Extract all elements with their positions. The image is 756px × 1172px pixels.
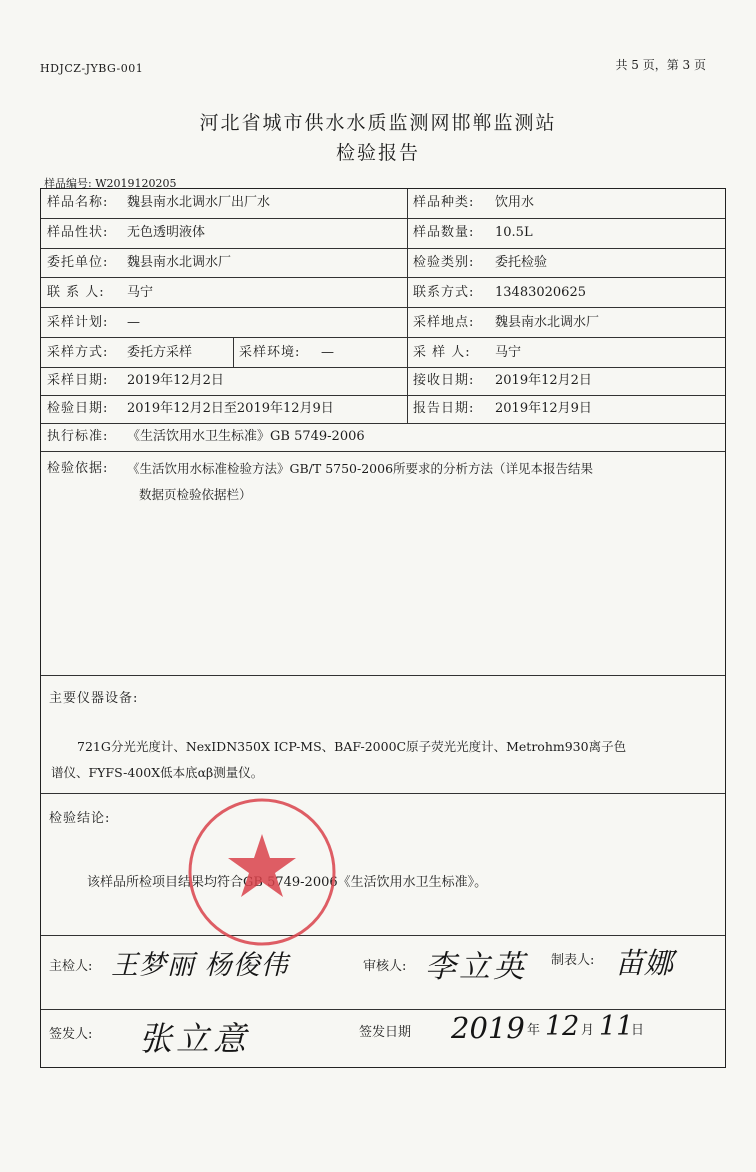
sample-number: 样品编号: W2019120205 — [44, 177, 177, 190]
test-date-label: 检验日期: — [47, 401, 109, 416]
inspect-type-value: 委托检验 — [495, 255, 548, 270]
issue-date-label: 签发日期 — [359, 1025, 412, 1040]
method-value: 委托方采样 — [127, 345, 193, 360]
official-stamp-icon — [186, 796, 338, 948]
reviewer-label: 审核人: — [363, 959, 407, 974]
reviewer-signature: 李立英 — [425, 949, 527, 985]
report-date-label: 报告日期: — [413, 401, 475, 416]
basis-label: 检验依据: — [47, 461, 109, 476]
instruments-label: 主要仪器设备: — [49, 691, 139, 706]
contact-value: 马宁 — [127, 285, 154, 300]
contact-method-value: 13483020625 — [495, 285, 586, 300]
plan-label: 采样计划: — [47, 315, 109, 330]
env-value: — — [321, 345, 334, 360]
client-label: 委托单位: — [47, 255, 109, 270]
issue-month: 12 — [545, 1011, 580, 1042]
sampling-date-value: 2019年12月2日 — [127, 373, 224, 388]
inspector-label: 主检人: — [49, 959, 93, 974]
report-subtitle: 检验报告 — [335, 142, 420, 164]
test-date-value: 2019年12月2日至2019年12月9日 — [127, 401, 334, 416]
inspect-type-label: 检验类别: — [413, 255, 475, 270]
standard-value: 《生活饮用水卫生标准》GB 5749-2006 — [127, 429, 365, 444]
site-value: 魏县南水北调水厂 — [495, 315, 600, 330]
site-label: 采样地点: — [413, 315, 475, 330]
issue-year-unit: 年 — [527, 1023, 541, 1038]
conclusion-label: 检验结论: — [49, 811, 111, 826]
contact-method-label: 联系方式: — [413, 285, 475, 300]
basis-line-2: 数据页检验依据栏） — [139, 487, 252, 502]
instruments-line-2: 谱仪、FYFS-400X低本底αβ测量仪。 — [51, 765, 264, 780]
sample-name-label: 样品名称: — [47, 195, 109, 210]
standard-label: 执行标准: — [47, 429, 109, 444]
preparer-label: 制表人: — [551, 953, 595, 968]
sample-type-value: 饮用水 — [495, 195, 535, 210]
preparer-signature: 苗娜 — [615, 946, 674, 980]
inspector-signature: 王梦丽 杨俊伟 — [111, 950, 289, 981]
issue-year: 2019 — [451, 1011, 525, 1045]
conclusion-text: 该样品所检项目结果均符合GB 5749-2006《生活饮用水卫生标准》。 — [87, 875, 488, 890]
doc-id: HDJCZ-JYBG-001 — [40, 62, 144, 75]
issue-day: 11 — [599, 1011, 634, 1042]
sample-state-label: 样品性状: — [47, 225, 109, 240]
plan-value: — — [127, 315, 140, 330]
basis-line-1: 《生活饮用水标准检验方法》GB/T 5750-2006所要求的分析方法（详见本报告结果 — [127, 461, 594, 476]
method-label: 采样方式: — [47, 345, 109, 360]
sample-name-value: 魏县南水北调水厂出厂水 — [127, 195, 271, 210]
sampler-value: 马宁 — [495, 345, 522, 360]
sample-type-label: 样品种类: — [413, 195, 475, 210]
contact-label: 联 系 人: — [47, 285, 105, 300]
issue-month-unit: 月 — [581, 1023, 595, 1038]
env-label: 采样环境: — [239, 345, 301, 360]
receive-date-value: 2019年12月2日 — [495, 373, 592, 388]
issuer-signature: 张立意 — [139, 1019, 250, 1058]
client-value: 魏县南水北调水厂 — [127, 255, 232, 270]
sampling-date-label: 采样日期: — [47, 373, 109, 388]
receive-date-label: 接收日期: — [413, 373, 475, 388]
instruments-line-1: 721G分光光度计、NexIDN350X ICP-MS、BAF-2000C原子荧光光度计、Metrohm930离子色 — [77, 739, 627, 754]
page-info: 共 5 页，第 3 页 — [615, 58, 706, 72]
issuer-label: 签发人: — [49, 1027, 93, 1042]
sampler-label: 采 样 人: — [413, 345, 471, 360]
issue-day-unit: 日 — [631, 1023, 645, 1038]
sample-state-value: 无色透明液体 — [127, 225, 206, 240]
report-title: 河北省城市供水水质监测网邯郸监测站 — [199, 112, 557, 134]
sample-qty-label: 样品数量: — [413, 225, 475, 240]
sample-qty-value: 10.5L — [495, 225, 533, 240]
report-table — [40, 188, 726, 1068]
report-date-value: 2019年12月9日 — [495, 401, 592, 416]
